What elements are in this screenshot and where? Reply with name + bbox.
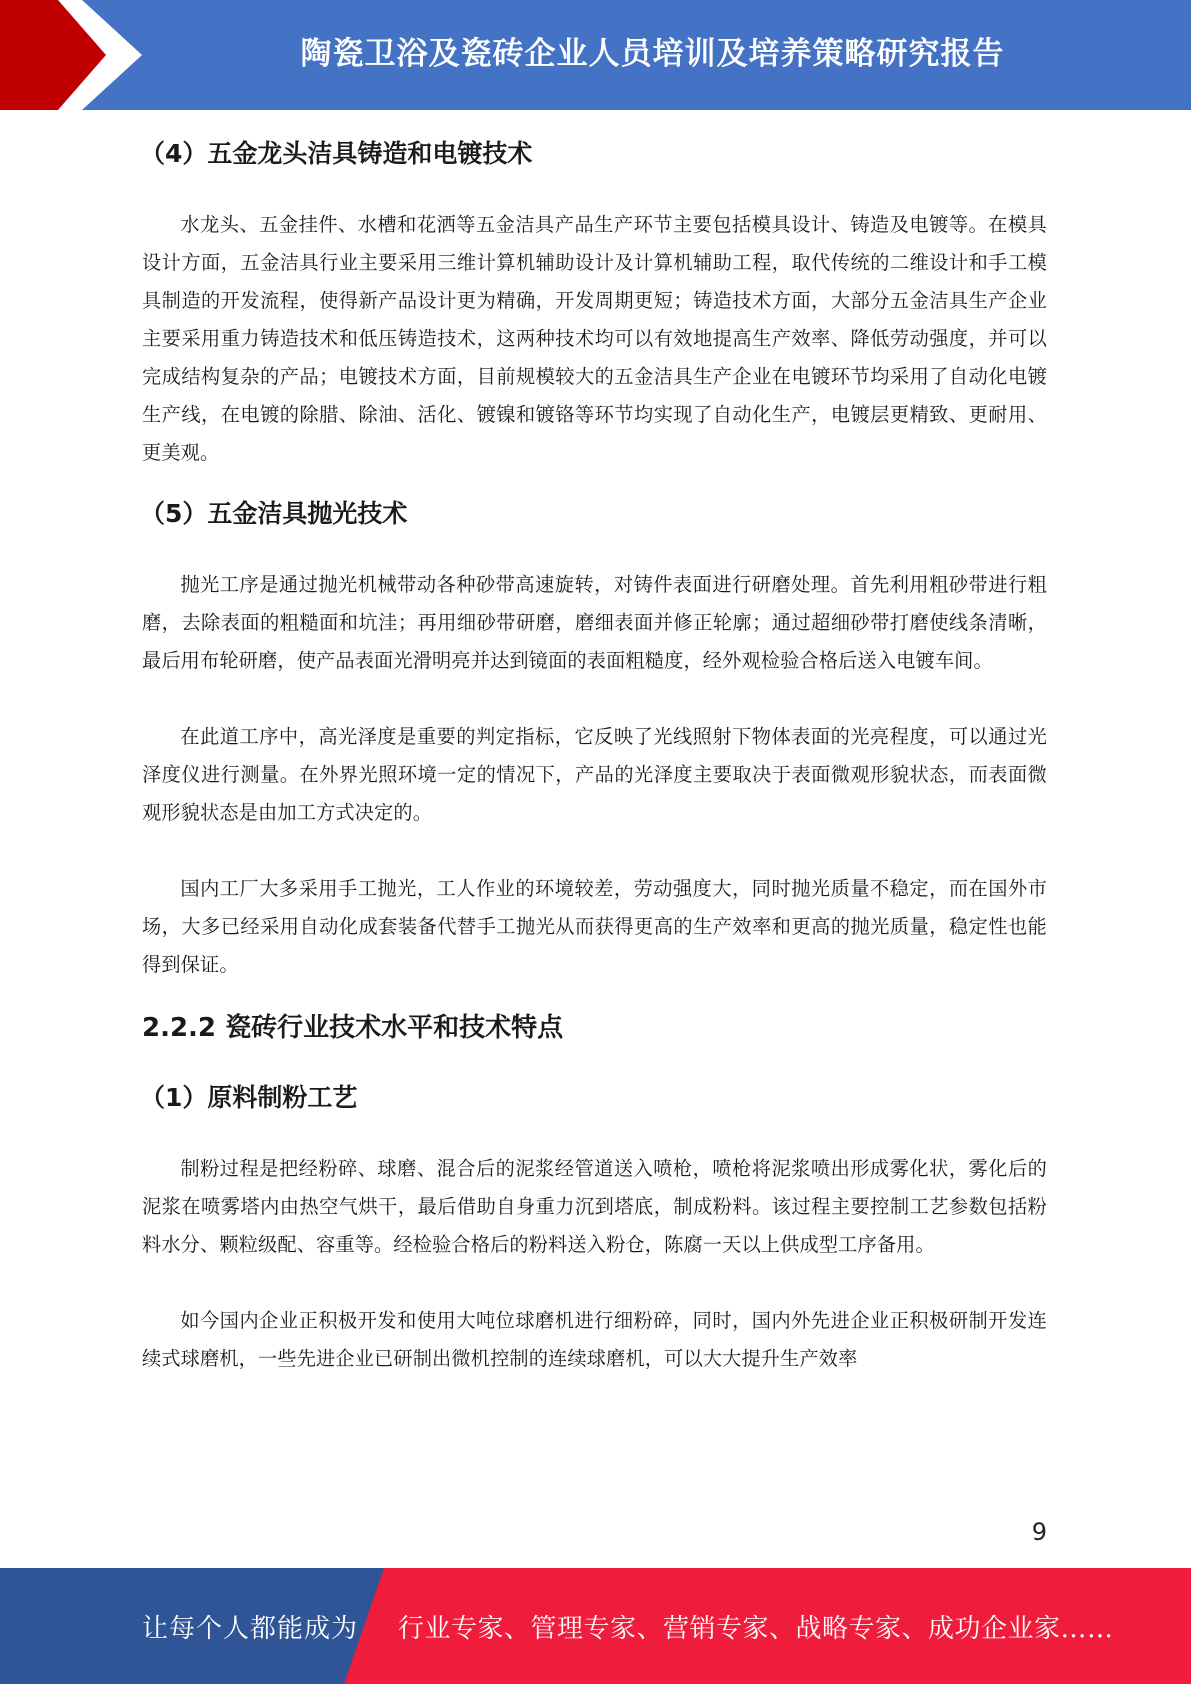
page-footer <box>0 1568 1191 1684</box>
section-heading: （4）五金龙头洁具铸造和电镀技术 <box>140 139 533 168</box>
paragraph: 在此道工序中，高光泽度是重要的判定指标，它反映了光线照射下物体表面的光亮程度，可以通过光泽度仪进行测量。在外界光照环境一定的情况下，产品的光泽度主要取决于表面微观形貌状态，而表面微观形貌状态是由加工方式决定的。 <box>142 725 1047 824</box>
footer-slogan-left: 让每个人都能成为 <box>142 1614 359 1644</box>
section-heading: （1）原料制粉工艺 <box>140 1083 358 1112</box>
report-title: 陶瓷卫浴及瓷砖企业人员培训及培养策略研究报告 <box>300 36 1005 72</box>
section-heading: （5）五金洁具抛光技术 <box>140 499 408 528</box>
paragraph: 如今国内企业正积极开发和使用大吨位球磨机进行细粉碎，同时，国内外先进企业正积极研制开发连续式球磨机，一些先进企业已研制出微机控制的连续球磨机，可以大大提升生产效率 <box>142 1309 1047 1370</box>
page-header <box>0 0 1191 110</box>
paragraph: 制粉过程是把经粉碎、球磨、混合后的泥浆经管道送入喷枪，喷枪将泥浆喷出形成雾化状，雾化后的泥浆在喷雾塔内由热空气烘干，最后借助自身重力沉到塔底，制成粉料。该过程主要控制工艺参数包括粉料水分、颗粒级配、容重等。经检验合格后的粉料送入粉仓，陈腐一天以上供成型工序备用。 <box>142 1157 1047 1256</box>
paragraph: 水龙头、五金挂件、水槽和花洒等五金洁具产品生产环节主要包括模具设计、铸造及电镀等。在模具设计方面，五金洁具行业主要采用三维计算机辅助设计及计算机辅助工程，取代传统的二维设计和手工模具制造的开发流程，使得新产品设计更为精确，开发周期更短；铸造技术方面，大部分五金洁具生产企业主要采用重力铸造技术和低压铸造技术，这两种技术均可以有效地提高生产效率、降低劳动强度，并可以完成结构复杂的产品；电镀技术方面，目前规模较大的五金洁具生产企业在电镀环节均采用了自动化电镀生产线，在电镀的除腊、除油、活化、镀镍和镀铬等环节均实现了自动化生产，电镀层更精致、更耐用、更美观。 <box>142 213 1047 464</box>
header-arrow-decoration <box>0 0 150 110</box>
subsection-heading: 2.2.2 瓷砖行业技术水平和技术特点 <box>142 1013 564 1043</box>
main-content <box>142 130 1047 1378</box>
footer-slogan-right: 行业专家、管理专家、营销专家、战略专家、成功企业家…… <box>398 1614 1114 1644</box>
page-number: 9 <box>1031 1518 1047 1546</box>
paragraph: 国内工厂大多采用手工抛光，工人作业的环境较差，劳动强度大，同时抛光质量不稳定，而在国外市场，大多已经采用自动化成套装备代替手工抛光从而获得更高的生产效率和更高的抛光质量，稳定性也能得到保证。 <box>142 877 1047 976</box>
paragraph: 抛光工序是通过抛光机械带动各种砂带高速旋转，对铸件表面进行研磨处理。首先利用粗砂带进行粗磨，去除表面的粗糙面和坑洼；再用细砂带研磨，磨细表面并修正轮廓；通过超细砂带打磨使线条清晰，最后用布轮研磨，使产品表面光滑明亮并达到镜面的表面粗糙度，经外观检验合格后送入电镀车间。 <box>142 573 1047 672</box>
